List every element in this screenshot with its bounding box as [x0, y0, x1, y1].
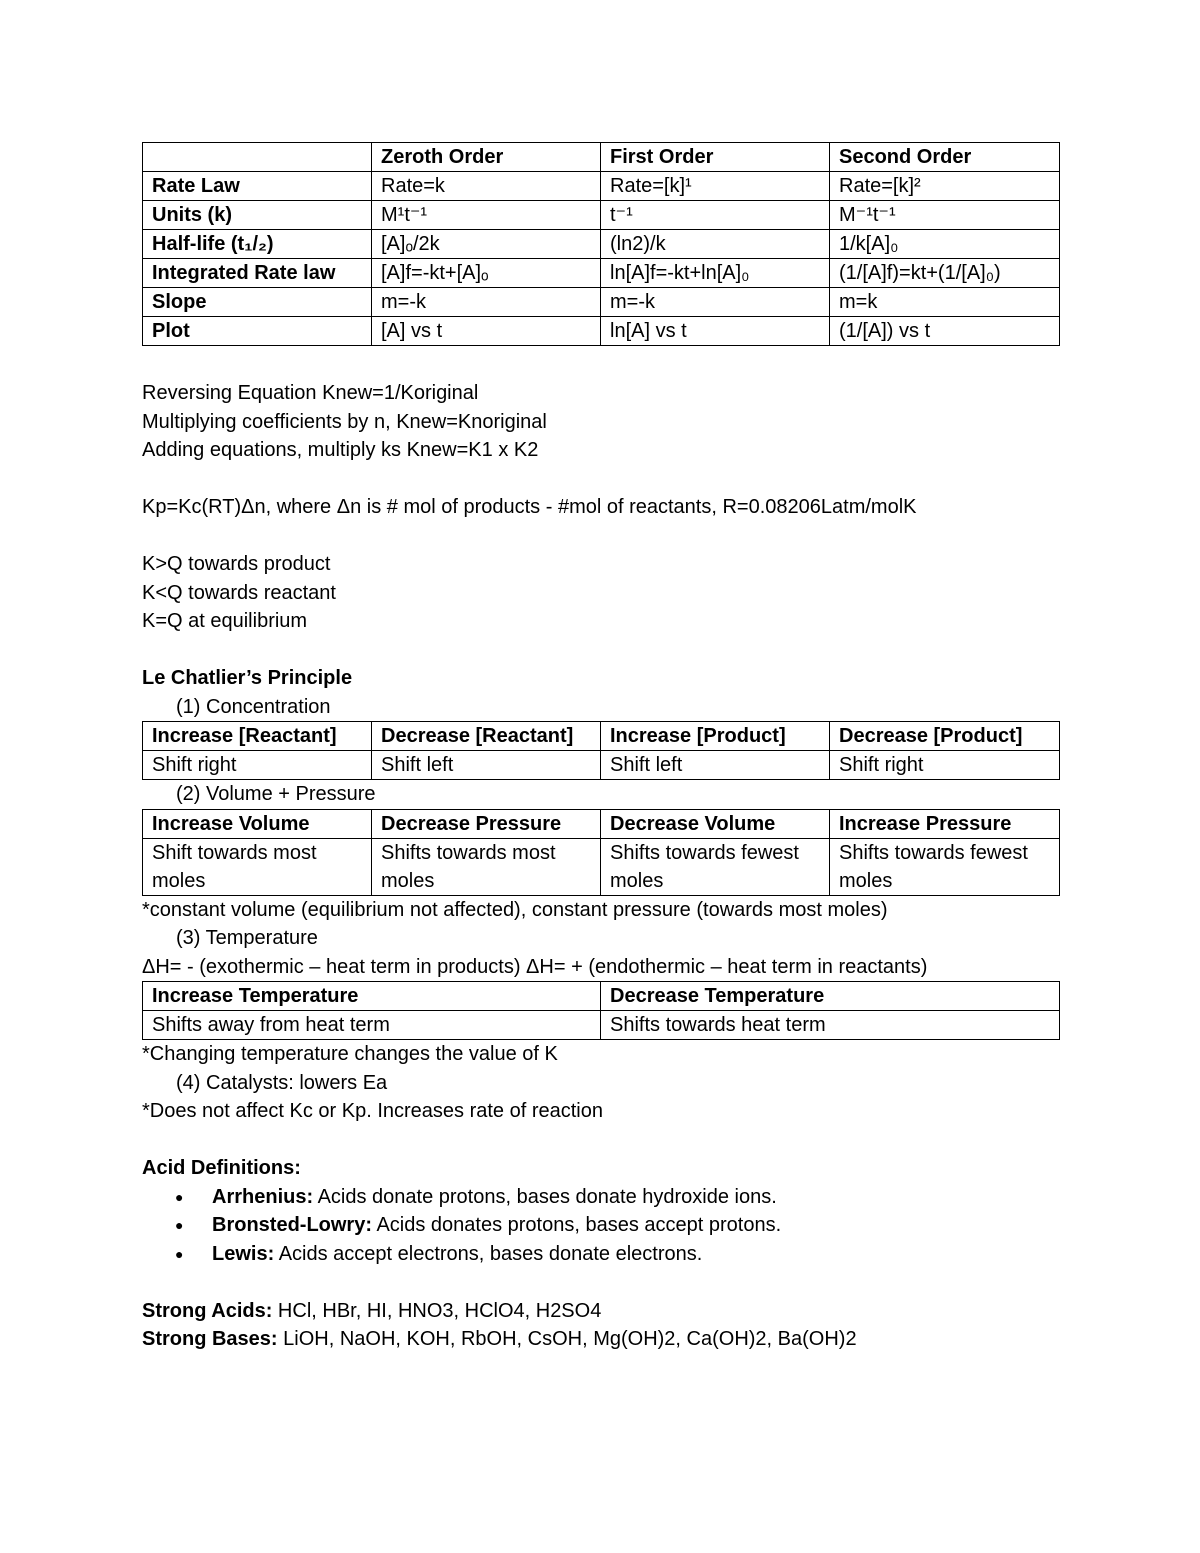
- strong-bases-line: [142, 1325, 1059, 1354]
- catalysts-note: *Does not affect Kc or Kp. Increases rate of reaction: [142, 1100, 603, 1122]
- table-cell: Shift right: [143, 751, 372, 780]
- enthalpy-line: ΔH= - (exothermic – heat term in products) ΔH= + (endothermic – heat term in reactants): [142, 955, 928, 978]
- header-cell: Increase [Reactant]: [143, 722, 372, 751]
- header-cell: Increase Volume: [143, 809, 372, 838]
- table-cell: [A] vs t: [372, 317, 601, 346]
- volume-pressure-table: [142, 809, 1060, 896]
- table-cell: Shift right: [830, 751, 1060, 780]
- table-cell: t⁻¹: [601, 201, 830, 230]
- header-cell: Increase [Product]: [601, 722, 830, 751]
- row-label: Slope: [143, 288, 372, 317]
- definition-term: Bronsted-Lowry:: [212, 1214, 372, 1236]
- definition-term: Lewis:: [212, 1242, 275, 1265]
- definition-text: Acids donates protons, bases accept protons.: [372, 1214, 782, 1236]
- reversing-equation-note: Reversing Equation Knew=1/Koriginal: [142, 382, 479, 404]
- strong-bases-label: Strong Bases:: [142, 1328, 278, 1350]
- k-equals-q-line: K=Q at equilibrium: [142, 610, 308, 632]
- table-cell: ln[A]f=-kt+ln[A]₀: [601, 259, 830, 288]
- list-item: [142, 1183, 1059, 1212]
- k-greater-q-line: K>Q towards product: [142, 553, 331, 575]
- strong-acids-list: HCl, HBr, HI, HNO3, HClO4, H2SO4: [272, 1299, 602, 1322]
- table-header-row: [143, 809, 1060, 838]
- row-label: Rate Law: [143, 172, 372, 201]
- table-row: [143, 317, 1060, 346]
- table-cell: Shift towards most moles: [143, 838, 372, 895]
- table-row: [143, 751, 1060, 780]
- acid-definitions-heading: Acid Definitions:: [142, 1157, 301, 1179]
- table-header-row: [143, 722, 1060, 751]
- table-header-row: [143, 982, 1060, 1011]
- table-row: [143, 288, 1060, 317]
- row-label: Integrated Rate law: [143, 259, 372, 288]
- le-chatelier-heading: Le Chatlier’s Principle: [142, 667, 353, 689]
- strong-bases-list: LiOH, NaOH, KOH, RbOH, CsOH, Mg(OH)2, Ca(OH)2, Ba(OH)2: [277, 1328, 857, 1350]
- header-cell: Decrease Volume: [601, 809, 830, 838]
- header-cell: [143, 143, 372, 172]
- row-label: Plot: [143, 317, 372, 346]
- strong-acids-line: [142, 1297, 1059, 1326]
- catalysts-label: (4) Catalysts: lowers Ea: [176, 1071, 388, 1094]
- header-cell: Increase Pressure: [830, 809, 1060, 838]
- row-label: Units (k): [143, 201, 372, 230]
- table-row: [143, 230, 1060, 259]
- volume-pressure-label: (2) Volume + Pressure: [176, 783, 376, 805]
- header-cell: Decrease Pressure: [372, 809, 601, 838]
- kp-relation-line: Kp=Kc(RT)Δn, where Δn is # mol of products - #mol of reactants, R=0.08206Latm/molK: [142, 496, 917, 518]
- table-cell: ln[A] vs t: [601, 317, 830, 346]
- table-row: [143, 172, 1060, 201]
- table-cell: [A]ₒ/2k: [372, 230, 601, 259]
- header-cell: Decrease [Product]: [830, 722, 1060, 751]
- acid-definitions-list: [142, 1183, 1059, 1269]
- table-cell: (1/[A]) vs t: [830, 317, 1060, 346]
- table-cell: Shifts towards heat term: [601, 1011, 1060, 1040]
- header-cell: Decrease [Reactant]: [372, 722, 601, 751]
- table-cell: M¹t⁻¹: [372, 201, 601, 230]
- temperature-table: [142, 981, 1060, 1040]
- multiplying-coefficients-note: Multiplying coefficients by n, Knew=Knoriginal: [142, 410, 547, 433]
- temperature-label: (3) Temperature: [176, 927, 318, 949]
- adding-equations-note: Adding equations, multiply ks Knew=K1 x K2: [142, 439, 539, 461]
- header-cell: Zeroth Order: [372, 143, 601, 172]
- table-cell: [A]f=-kt+[A]ₒ: [372, 259, 601, 288]
- table-cell: Rate=[k]¹: [601, 172, 830, 201]
- table-cell: Shifts away from heat term: [143, 1011, 601, 1040]
- table-cell: Rate=k: [372, 172, 601, 201]
- document-page: [142, 142, 1059, 1354]
- concentration-table: [142, 721, 1060, 780]
- kinetics-header-row: [143, 143, 1060, 172]
- table-cell: Rate=[k]²: [830, 172, 1060, 201]
- header-cell: Second Order: [830, 143, 1060, 172]
- concentration-label: (1) Concentration: [176, 695, 331, 718]
- table-row: [143, 201, 1060, 230]
- header-cell: Increase Temperature: [143, 982, 601, 1011]
- list-item: [142, 1211, 1059, 1240]
- table-cell: (ln2)/k: [601, 230, 830, 259]
- table-cell: M⁻¹t⁻¹: [830, 201, 1060, 230]
- table-row: [143, 1011, 1060, 1040]
- list-item: [142, 1240, 1059, 1269]
- table-row: [143, 838, 1060, 895]
- table-cell: m=-k: [372, 288, 601, 317]
- table-cell: Shifts towards most moles: [372, 838, 601, 895]
- definition-term: Arrhenius:: [212, 1185, 314, 1208]
- volume-note: *constant volume (equilibrium not affected), constant pressure (towards most moles): [142, 898, 888, 921]
- table-cell: Shift left: [372, 751, 601, 780]
- table-cell: m=-k: [601, 288, 830, 317]
- table-cell: Shift left: [601, 751, 830, 780]
- definition-text: Acids donate protons, bases donate hydroxide ions.: [313, 1185, 777, 1208]
- strong-acids-label: Strong Acids:: [142, 1299, 273, 1322]
- row-label: Half-life (t₁/₂): [143, 230, 372, 259]
- table-cell: m=k: [830, 288, 1060, 317]
- temperature-note: *Changing temperature changes the value of K: [142, 1043, 558, 1065]
- definition-text: Acids accept electrons, bases donate electrons.: [274, 1242, 703, 1265]
- table-row: [143, 259, 1060, 288]
- header-cell: First Order: [601, 143, 830, 172]
- header-cell: Decrease Temperature: [601, 982, 1060, 1011]
- table-cell: (1/[A]f)=kt+(1/[A]₀): [830, 259, 1060, 288]
- k-less-q-line: K<Q towards reactant: [142, 581, 336, 604]
- kinetics-table: [142, 142, 1060, 346]
- table-cell: Shifts towards fewest moles: [601, 838, 830, 895]
- table-cell: 1/k[A]₀: [830, 230, 1060, 259]
- table-cell: Shifts towards fewest moles: [830, 838, 1060, 895]
